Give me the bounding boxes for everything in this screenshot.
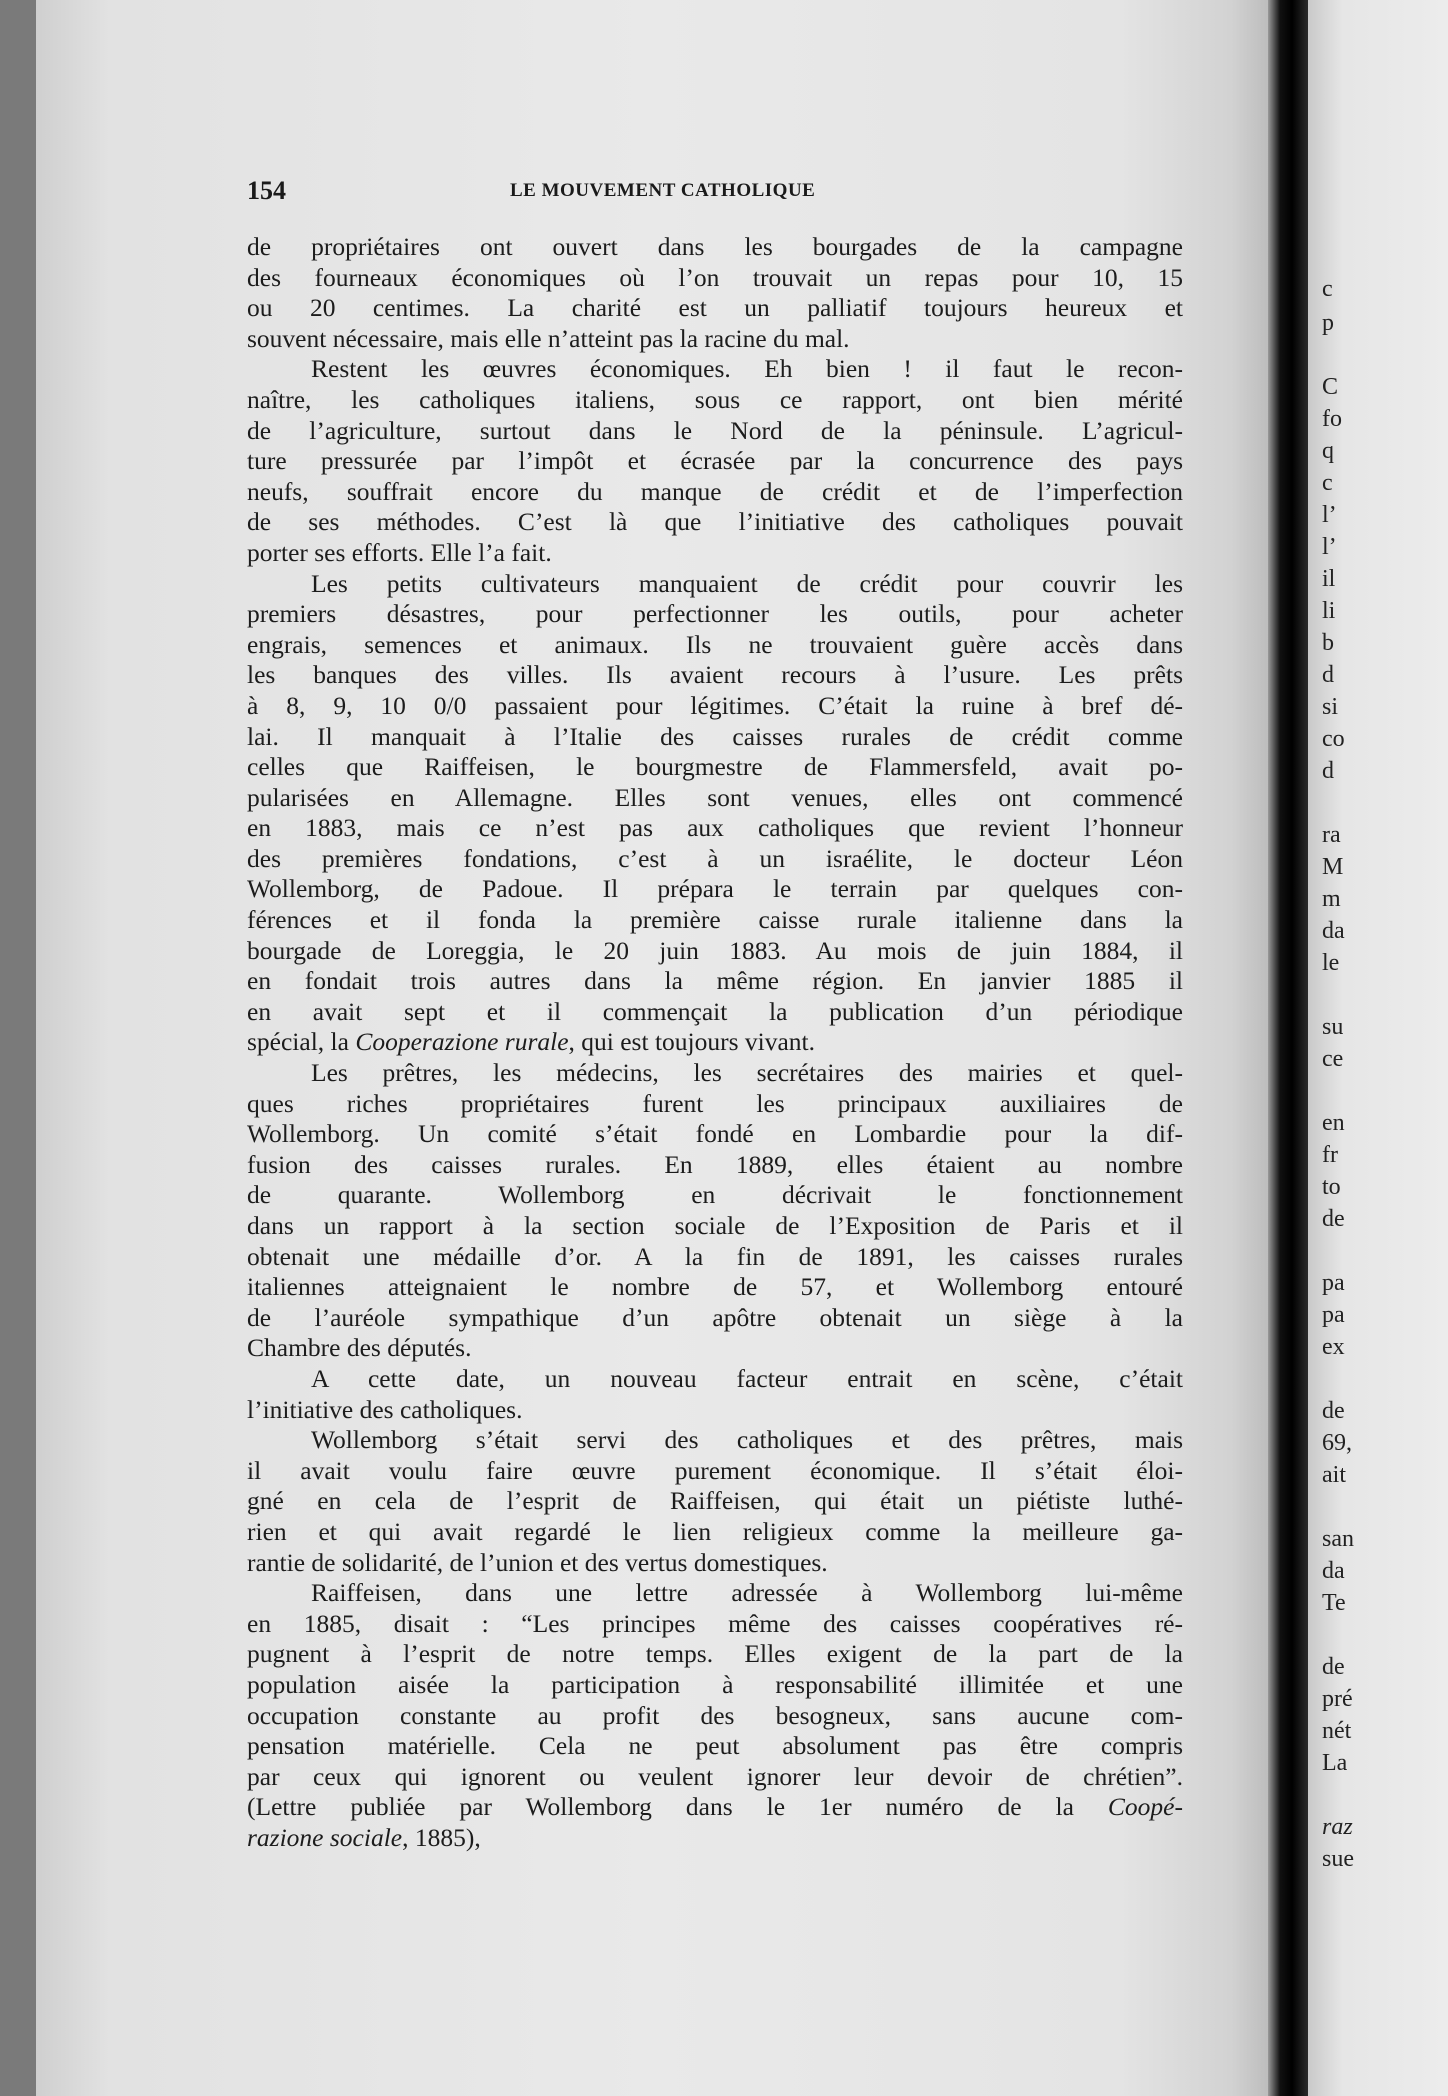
right-page-fragment: pré: [1322, 1686, 1353, 1712]
text-line: des fourneaux économiques où l’on trouvait un repas pour 10, 15: [247, 262, 1183, 292]
text-line: Raiffeisen, dans une lettre adressée à Wollemborg lui-même: [311, 1578, 1183, 1608]
text-line: de propriétaires ont ouvert dans les bourgades de la campagne: [247, 232, 1183, 261]
text-line: bourgade de Loreggia, le 20 juin 1883. Au mois de juin 1884, il: [247, 935, 1183, 965]
italic-title: razione sociale: [247, 1822, 403, 1852]
text-run: (Lettre publiée par Wollemborg dans le 1er numéro de la: [247, 1792, 1108, 1822]
page-number: 154: [247, 176, 286, 205]
right-page-fragment: C: [1322, 374, 1339, 400]
right-page-fragment: de: [1322, 1654, 1345, 1680]
text-line: en 1885, disait : “Les principes même des caisses coopératives ré-: [247, 1608, 1183, 1638]
text-run: , qui est toujours vivant.: [568, 1027, 816, 1057]
text-line: neufs, souffrait encore du manque de crédit et de l’imperfection: [247, 476, 1183, 506]
text-line: pensation matérielle. Cela ne peut absolument pas être compris: [247, 1731, 1183, 1761]
right-page-fragment: le: [1322, 950, 1340, 976]
italic-title: Cooperazione rurale: [355, 1027, 569, 1057]
text-line: il avait voulu faire œuvre purement économique. Il s’était éloi-: [247, 1455, 1183, 1485]
right-page-fragment: si: [1322, 694, 1339, 720]
text-line: Les prêtres, les médecins, les secrétaires des mairies et quel-: [311, 1058, 1183, 1088]
right-page-fragment: nét: [1322, 1718, 1352, 1744]
text-line: Wollemborg s’était servi des catholiques et des prêtres, mais: [311, 1425, 1183, 1455]
text-line: souvent nécessaire, mais elle n’atteint pas la racine du mal.: [247, 323, 850, 353]
right-page-fragment: fr: [1322, 1142, 1338, 1168]
right-page-fragment: ex: [1322, 1334, 1345, 1360]
right-page-fragment: da: [1322, 1558, 1345, 1584]
right-page-fragment: b: [1322, 630, 1334, 656]
right-page-fragment: Te: [1322, 1590, 1346, 1616]
text-run: , 1885),: [402, 1822, 481, 1852]
text-line: Chambre des députés.: [247, 1333, 472, 1363]
italic-title: Coopé-: [1107, 1792, 1183, 1822]
text-line: les banques des villes. Ils avaient recours à l’usure. Les prêts: [247, 660, 1183, 690]
right-page-edge: [1308, 0, 1448, 2096]
right-page-fragment: li: [1322, 598, 1336, 624]
text-line: à 8, 9, 10 0/0 passaient pour légitimes. C’était la ruine à bref dé-: [247, 690, 1183, 720]
right-page-fragment: c: [1322, 470, 1333, 496]
right-page-fragment: sue: [1322, 1846, 1354, 1872]
text-line: Les petits cultivateurs manquaient de crédit pour couvrir les: [311, 568, 1183, 598]
text-line: population aisée la participation à responsabilité illimitée et une: [247, 1669, 1183, 1699]
text-line: fusion des caisses rurales. En 1889, elles étaient au nombre: [247, 1149, 1183, 1179]
right-page-text-fragments: [1308, 0, 1448, 2096]
right-page-fragment: d: [1322, 758, 1334, 784]
right-page-fragment: ce: [1322, 1046, 1344, 1072]
text-line: de ses méthodes. C’est là que l’initiative des catholiques pouvait: [247, 507, 1183, 537]
text-line: en avait sept et il commençait la publication d’un périodique: [247, 996, 1183, 1026]
text-line: porter ses efforts. Elle l’a fait.: [247, 537, 552, 567]
text-line: obtenait une médaille d’or. A la fin de 1891, les caisses rurales: [247, 1241, 1183, 1271]
page-header: [247, 176, 1177, 216]
text-line: occupation constante au profit des besogneux, sans aucune com-: [247, 1700, 1183, 1730]
text-line: de quarante. Wollemborg en décrivait le fonctionnement: [247, 1180, 1183, 1210]
right-page-fragment: de: [1322, 1398, 1345, 1424]
right-page-fragment: de: [1322, 1206, 1345, 1232]
text-line: gné en cela de l’esprit de Raiffeisen, qui était un piétiste luthé-: [247, 1486, 1183, 1516]
right-page-fragment: su: [1322, 1014, 1344, 1040]
text-line: de l’agriculture, surtout dans le Nord de la péninsule. L’agricul-: [247, 415, 1183, 445]
right-page-fragment: ra: [1322, 822, 1341, 848]
running-title: LE MOUVEMENT CATHOLIQUE: [510, 180, 816, 201]
text-line: pularisées en Allemagne. Elles sont venues, elles ont commencé: [247, 782, 1183, 812]
right-page-fragment: pa: [1322, 1302, 1345, 1328]
right-page-fragment: La: [1322, 1750, 1348, 1776]
text-line: ture pressurée par l’impôt et écrasée par la concurrence des pays: [247, 446, 1183, 476]
right-page-fragment: q: [1322, 438, 1334, 464]
right-page-fragment: l’: [1322, 502, 1337, 528]
right-page-fragment: m: [1322, 886, 1341, 912]
text-line: par ceux qui ignorent ou veulent ignorer leur devoir de chrétien”.: [247, 1761, 1183, 1791]
right-page-fragment: ait: [1322, 1462, 1346, 1488]
text-line: premiers désastres, pour perfectionner les outils, pour acheter: [247, 599, 1183, 629]
right-page-fragment: M: [1322, 854, 1344, 880]
right-page-fragment: p: [1322, 310, 1334, 336]
text-line: en 1883, mais ce n’est pas aux catholiques que revient l’honneur: [247, 813, 1183, 843]
right-page-fragment: il: [1322, 566, 1336, 592]
book-gutter: [1268, 0, 1308, 2096]
text-line: ou 20 centimes. La charité est un palliatif toujours heureux et: [247, 293, 1183, 323]
text-line: italiennes atteignaient le nombre de 57, et Wollemborg entouré: [247, 1272, 1183, 1302]
right-page-fragment: to: [1322, 1174, 1341, 1200]
text-line: pugnent à l’esprit de notre temps. Elles exigent de la part de la: [247, 1639, 1183, 1669]
right-page-fragment: pa: [1322, 1270, 1345, 1296]
right-page-fragment: c: [1322, 276, 1333, 302]
right-page-fragment: en: [1322, 1110, 1345, 1136]
text-line: Wollemborg. Un comité s’était fondé en Lombardie pour la dif-: [247, 1119, 1183, 1149]
body-text: [247, 232, 1183, 1853]
right-page-fragment: raz: [1322, 1814, 1353, 1840]
text-run: spécial, la: [247, 1027, 356, 1057]
right-page-fragment: 69,: [1322, 1430, 1352, 1456]
right-page-fragment: fo: [1322, 406, 1342, 432]
right-page-fragment: san: [1322, 1526, 1354, 1552]
text-line: lai. Il manquait à l’Italie des caisses rurales de crédit comme: [247, 721, 1183, 751]
right-page-fragment: da: [1322, 918, 1345, 944]
text-line: [247, 1823, 1183, 1854]
text-line: [247, 1792, 1183, 1823]
text-line: rien et qui avait regardé le lien religieux comme la meilleure ga-: [247, 1516, 1183, 1546]
text-line: Wollemborg, de Padoue. Il prépara le terrain par quelques con-: [247, 874, 1183, 904]
text-line: férences et il fonda la première caisse rurale italienne dans la: [247, 905, 1183, 935]
text-line: dans un rapport à la section sociale de l’Exposition de Paris et il: [247, 1211, 1183, 1240]
text-line: de l’auréole sympathique d’un apôtre obtenait un siège à la: [247, 1302, 1183, 1332]
text-line: en fondait trois autres dans la même région. En janvier 1885 il: [247, 966, 1183, 996]
text-line: ques riches propriétaires furent les principaux auxiliaires de: [247, 1088, 1183, 1118]
text-line: engrais, semences et animaux. Ils ne trouvaient guère accès dans: [247, 629, 1183, 659]
text-line: naître, les catholiques italiens, sous ce rapport, ont bien mérité: [247, 384, 1183, 414]
text-line: celles que Raiffeisen, le bourgmestre de Flammersfeld, avait po-: [247, 752, 1183, 782]
text-line: Restent les œuvres économiques. Eh bien ! il faut le recon-: [311, 354, 1183, 384]
text-line: [247, 1027, 1183, 1058]
text-line: l’initiative des catholiques.: [247, 1394, 523, 1424]
text-line: A cette date, un nouveau facteur entrait en scène, c’était: [311, 1363, 1183, 1393]
right-page-fragment: l’: [1322, 534, 1337, 560]
text-line: rantie de solidarité, de l’union et des vertus domestiques.: [247, 1547, 828, 1577]
text-line: des premières fondations, c’est à un israélite, le docteur Léon: [247, 843, 1183, 873]
right-page-fragment: d: [1322, 662, 1334, 688]
right-page-fragment: co: [1322, 726, 1345, 752]
